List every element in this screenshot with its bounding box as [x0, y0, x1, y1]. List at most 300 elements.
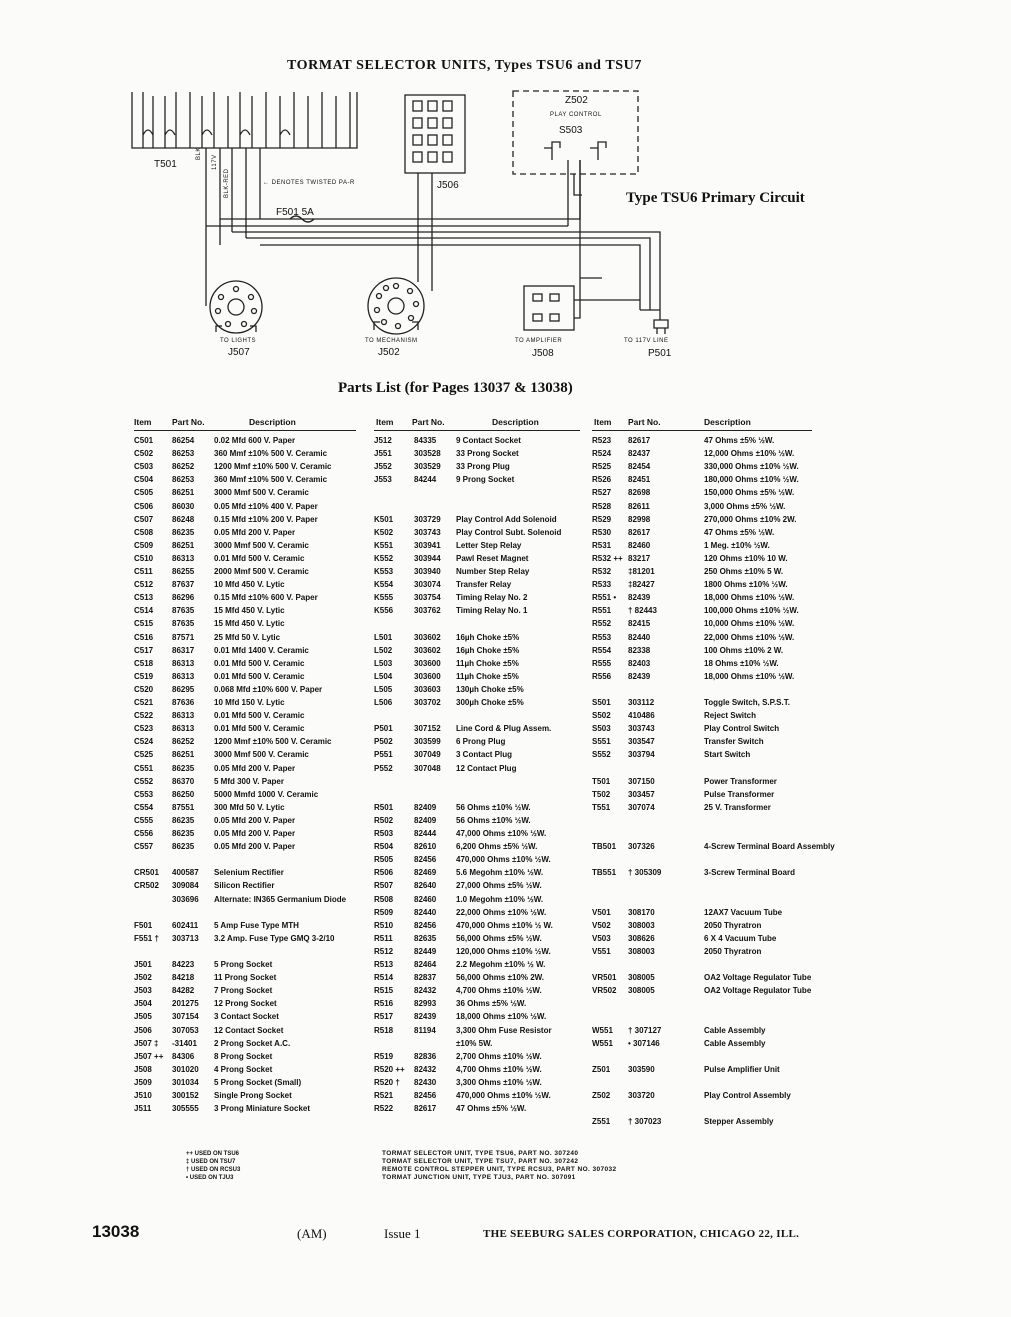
footer-company: THE SEEBURG SALES CORPORATION, CHICAGO 22, ILL. [483, 1228, 800, 1240]
part-no-cell: 309084 [172, 881, 199, 891]
item-cell: CR501 [134, 868, 159, 878]
part-no-cell: 308005 [628, 986, 655, 996]
part-no-cell: 82440 [628, 632, 651, 642]
table-row [592, 515, 817, 528]
part-no-cell: 87551 [172, 802, 195, 812]
item-cell: W551 [592, 1038, 613, 1048]
part-no-cell: 82451 [628, 475, 651, 485]
description-cell: 4 Prong Socket [214, 1064, 273, 1074]
item-cell: J551 [374, 449, 392, 459]
description-cell: 5000 Mmfd 1000 V. Ceramic [214, 789, 319, 799]
part-no-cell: 86250 [172, 789, 195, 799]
table-row [592, 1065, 817, 1078]
table-row [592, 1104, 817, 1117]
part-no-cell: 82617 [628, 436, 651, 445]
item-cell: C508 [134, 527, 154, 537]
table-row [374, 567, 584, 580]
description-cell: 47,000 Ohms ±10% ½W. [456, 829, 547, 838]
page-number: 13038 [92, 1222, 140, 1241]
part-no-cell: 82415 [628, 619, 651, 629]
description-cell: OA2 Voltage Regulator Tube [704, 973, 812, 983]
table-row [592, 1039, 817, 1052]
item-cell: C523 [134, 724, 154, 734]
table-row [374, 947, 584, 960]
item-cell: C502 [134, 449, 154, 459]
part-no-cell: 82439 [628, 593, 651, 603]
item-cell: R556 [592, 671, 612, 681]
description-cell: 47 Ohms ±5% ½W. [704, 527, 775, 537]
table-row [134, 1104, 364, 1117]
item-cell: V501 [592, 907, 611, 917]
table-row [374, 908, 584, 921]
table-row [134, 1065, 364, 1078]
part-no-cell: 87635 [172, 606, 195, 616]
table-row [134, 790, 364, 803]
table-row [374, 960, 584, 973]
table-row [134, 619, 364, 632]
table-row [374, 1052, 584, 1065]
item-cell: R520 ++ [374, 1064, 405, 1074]
item-cell: C514 [134, 606, 154, 616]
part-no-cell: † 307023 [628, 1117, 662, 1127]
item-cell: C552 [134, 776, 154, 786]
table-row [374, 646, 584, 659]
table-row [134, 1026, 364, 1039]
item-cell: R523 [592, 436, 612, 445]
item-cell: R521 [374, 1091, 394, 1100]
item-cell: R528 [592, 501, 612, 511]
item-cell: R504 [374, 842, 394, 852]
description-cell: 25 V. Transformer [704, 802, 771, 812]
item-cell: R512 [374, 946, 394, 956]
part-no-cell: 84306 [172, 1051, 195, 1061]
part-no-cell: 303794 [628, 750, 655, 760]
table-row [374, 528, 584, 541]
footer-am: (AM) [297, 1226, 327, 1241]
description-cell: 16µh Choke ±5% [456, 632, 520, 642]
table-row [592, 986, 817, 999]
item-cell: K555 [374, 593, 394, 603]
parts-list-title: Parts List (for Pages 13037 & 13038) [338, 380, 573, 396]
table-row [134, 868, 364, 881]
item-cell: R520 † [374, 1077, 400, 1087]
item-cell: S552 [592, 750, 611, 760]
part-no-cell: 84282 [172, 986, 195, 996]
table-row [592, 855, 817, 868]
t501-label: T501 [154, 159, 177, 170]
item-cell: W551 [592, 1025, 613, 1035]
part-no-cell: 303696 [172, 894, 199, 904]
item-cell: Z551 [592, 1117, 611, 1127]
table-row [374, 737, 584, 750]
description-cell: 1200 Mmf ±10% 500 V. Ceramic [214, 737, 332, 747]
unit-part-numbers: TORMAT SELECTOR UNIT, TYPE TSU6, PART NO. 307240 TORMAT SELECTOR UNIT, TYPE TSU7, PART NO. 307242 REMOTE CONTROL STEPPER UNIT, TYPE RCSU3, PART NO. 307032 TORMAT JUNCTION UNIT, TYPE TJU3, PART NO. 307091 [382, 1150, 617, 1181]
table-row [374, 436, 584, 449]
item-cell: P502 [374, 737, 393, 747]
table-row [592, 541, 817, 554]
part-no-cell: 86252 [172, 737, 195, 747]
table-row [374, 633, 584, 646]
column-header-1 [134, 416, 356, 431]
description-cell: 150,000 Ohms ±5% ½W. [704, 488, 795, 498]
item-cell: C501 [134, 436, 154, 445]
table-row [134, 908, 364, 921]
part-no-cell: 303944 [414, 553, 441, 563]
description-cell: 100 Ohms ±10% 2 W. [704, 645, 784, 655]
table-row [592, 829, 817, 842]
header-item: Item [594, 417, 612, 427]
description-cell: 2,700 Ohms ±10% ½W. [456, 1051, 542, 1061]
item-cell: R526 [592, 475, 612, 485]
part-no-cell: 308005 [628, 973, 655, 983]
table-row [374, 934, 584, 947]
item-cell: R511 [374, 933, 393, 943]
part-no-cell: 82460 [414, 894, 437, 904]
item-cell: S501 [592, 698, 611, 707]
description-cell: 5 Mfd 300 V. Paper [214, 776, 284, 786]
description-cell: Cable Assembly [704, 1025, 766, 1035]
description-cell: 12 Contact Socket [214, 1025, 284, 1035]
description-cell: 0.01 Mfd 500 V. Ceramic [214, 553, 305, 563]
part-no-cell: 307049 [414, 750, 441, 760]
j508-label: J508 [532, 348, 554, 359]
description-cell: 1200 Mmf ±10% 500 V. Ceramic [214, 462, 332, 472]
part-no-cell: 86313 [172, 724, 195, 734]
description-cell: 0.01 Mfd 1400 V. Ceramic [214, 645, 309, 655]
item-cell: C511 [134, 567, 153, 576]
item-cell: C554 [134, 802, 154, 812]
j507-label: J507 [228, 347, 250, 358]
description-cell: 3,000 Ohms ±5% ½W. [704, 501, 786, 511]
description-cell: 18,000 Ohms ±10% ½W. [704, 593, 795, 603]
part-no-cell: 82440 [414, 907, 437, 917]
description-cell: 330,000 Ohms ±10% ½W. [704, 462, 799, 472]
item-cell: R509 [374, 907, 394, 917]
item-cell: K552 [374, 553, 394, 563]
description-cell: 4,700 Ohms ±10% ½W. [456, 1064, 542, 1074]
table-row [592, 1078, 817, 1091]
item-cell: K556 [374, 606, 394, 616]
table-row [134, 488, 364, 501]
item-cell: Z501 [592, 1064, 611, 1074]
part-no-cell: 82617 [628, 527, 651, 537]
table-row [374, 921, 584, 934]
item-cell: J509 [134, 1077, 152, 1087]
table-row [592, 567, 817, 580]
description-cell: 0.01 Mfd 500 V. Ceramic [214, 671, 305, 681]
part-no-cell: 82456 [414, 1091, 437, 1100]
table-row [592, 580, 817, 593]
table-row [374, 986, 584, 999]
f501-label: F501 5A [276, 207, 314, 218]
part-no-cell: 303457 [628, 789, 655, 799]
item-cell: R522 [374, 1104, 394, 1114]
part-no-cell: 86370 [172, 776, 195, 786]
part-no-cell: 86253 [172, 449, 195, 459]
table-row [592, 685, 817, 698]
description-cell: 3000 Mmf 500 V. Ceramic [214, 540, 309, 550]
description-cell: 0.068 Mfd ±10% 600 V. Paper [214, 684, 323, 694]
item-cell: C519 [134, 671, 154, 681]
item-cell: C556 [134, 829, 154, 838]
description-cell: Alternate: IN365 Germanium Diode [214, 894, 347, 904]
part-no-cell: 82998 [628, 514, 651, 524]
table-row [134, 777, 364, 790]
table-row [592, 881, 817, 894]
table-row [592, 1091, 817, 1104]
part-no-cell: 308626 [628, 933, 655, 943]
table-row [374, 750, 584, 763]
description-cell: 130µh Choke ±5% [456, 684, 524, 694]
item-cell: R505 [374, 855, 394, 865]
description-cell: Play Control Subt. Solenoid [456, 527, 562, 537]
table-row [374, 829, 584, 842]
item-cell: R524 [592, 449, 612, 459]
description-cell: 1800 Ohms ±10% ½W. [704, 580, 788, 590]
part-no-cell: 303602 [414, 632, 441, 642]
description-cell: 0.15 Mfd ±10% 600 V. Paper [214, 593, 318, 603]
description-cell: 1.0 Megohm ±10% ½W. [456, 894, 544, 904]
part-no-cell: 82409 [414, 815, 437, 825]
part-no-cell: 307074 [628, 802, 655, 812]
table-row [134, 750, 364, 763]
description-cell: 16µh Choke ±5% [456, 645, 520, 655]
description-cell: 0.01 Mfd 500 V. Ceramic [214, 711, 305, 721]
item-cell: F551 † [134, 933, 159, 943]
table-row [134, 711, 364, 724]
description-cell: 2050 Thyratron [704, 920, 762, 930]
table-row [592, 475, 817, 488]
table-row [374, 1078, 584, 1091]
table-row [374, 541, 584, 554]
document-title: TORMAT SELECTOR UNITS, Types TSU6 and TSU7 [287, 58, 642, 73]
part-no-cell: 82610 [414, 842, 437, 852]
description-cell: 470,000 Ohms ±10% ½W. [456, 855, 551, 865]
description-cell: Single Prong Socket [214, 1091, 292, 1100]
part-no-cell: 86317 [172, 645, 195, 655]
table-row [134, 724, 364, 737]
table-row [374, 1104, 584, 1117]
part-no-cell: 410486 [628, 711, 655, 721]
item-cell: C516 [134, 632, 154, 642]
description-cell: 27,000 Ohms ±5% ½W. [456, 881, 542, 891]
part-no-cell: † 307127 [628, 1025, 662, 1035]
p501-label: P501 [648, 348, 672, 359]
part-no-cell: ‡81201 [628, 567, 655, 576]
part-no-cell: 303729 [414, 514, 441, 524]
description-cell: 100,000 Ohms ±10% ½W. [704, 606, 799, 616]
table-row [592, 1052, 817, 1065]
item-cell: R525 [592, 462, 612, 472]
circuit-title: Type TSU6 Primary Circuit [626, 190, 805, 206]
parts-column-2 [374, 436, 584, 1136]
item-cell: L501 [374, 632, 393, 642]
item-cell: J502 [134, 973, 152, 983]
description-cell: 12AX7 Vacuum Tube [704, 907, 783, 917]
part-no-cell: 87636 [172, 698, 195, 707]
description-cell: 2000 Mmf 500 V. Ceramic [214, 567, 309, 576]
item-cell: VR502 [592, 986, 617, 996]
description-cell: 2.2 Megohm ±10% ½ W. [456, 960, 546, 969]
item-cell: C518 [134, 658, 154, 668]
item-cell: R513 [374, 960, 394, 969]
table-row [134, 816, 364, 829]
description-cell: 470,000 Ohms ±10% ½W. [456, 1091, 551, 1100]
parts-column-3 [592, 436, 835, 1136]
table-row [374, 619, 584, 632]
table-row [134, 672, 364, 685]
table-row [374, 803, 584, 816]
table-row [134, 947, 364, 960]
description-cell: 22,000 Ohms ±10% ½W. [704, 632, 795, 642]
part-no-cell: 82993 [414, 999, 437, 1009]
item-cell: R530 [592, 527, 612, 537]
item-cell: R552 [592, 619, 612, 629]
part-no-cell: 82464 [414, 960, 437, 969]
part-no-cell: 86313 [172, 553, 195, 563]
description-cell: 3.2 Amp. Fuse Type GMQ 3-2/10 [214, 933, 335, 943]
part-no-cell: 82409 [414, 802, 437, 812]
table-row [592, 449, 817, 462]
table-row [592, 973, 817, 986]
description-cell: Selenium Rectifier [214, 868, 284, 878]
description-cell: 6 X 4 Vacuum Tube [704, 933, 777, 943]
description-cell: 120,000 Ohms ±10% ½W. [456, 946, 551, 956]
schematic-diagram [0, 0, 1011, 380]
part-no-cell: 82456 [414, 920, 437, 930]
item-cell: CR502 [134, 881, 159, 891]
table-row [592, 488, 817, 501]
table-row [134, 554, 364, 567]
part-no-cell: 82444 [414, 829, 437, 838]
parts-column-1 [134, 436, 364, 1136]
item-cell: R551 [592, 606, 612, 616]
table-row [592, 895, 817, 908]
table-row [134, 580, 364, 593]
table-row [592, 1026, 817, 1039]
part-no-cell: 82437 [628, 449, 651, 459]
description-cell: Silicon Rectifier [214, 881, 275, 891]
table-row [134, 567, 364, 580]
description-cell: 0.05 Mfd ±10% 400 V. Paper [214, 501, 318, 511]
table-row [374, 554, 584, 567]
item-cell: S502 [592, 711, 611, 721]
table-row [592, 659, 817, 672]
part-no-cell: 82836 [414, 1051, 437, 1061]
part-no-cell: 308003 [628, 920, 655, 930]
table-row [134, 502, 364, 515]
item-cell: C524 [134, 737, 154, 747]
to-amplifier-label: TO AMPLIFIER [515, 338, 563, 344]
description-cell: 47 Ohms ±5% ½W. [704, 436, 775, 445]
item-cell: R501 [374, 802, 394, 812]
description-cell: 7 Prong Socket [214, 986, 273, 996]
table-row [592, 803, 817, 816]
item-cell: TB551 [592, 868, 617, 878]
item-cell: R519 [374, 1051, 394, 1061]
description-cell: 3,300 Ohms ±10% ½W. [456, 1077, 542, 1087]
item-cell: R516 [374, 999, 394, 1009]
part-no-cell: 602411 [172, 920, 199, 930]
description-cell: OA2 Voltage Regulator Tube [704, 986, 812, 996]
part-no-cell: 307053 [172, 1025, 199, 1035]
part-no-cell: 308003 [628, 946, 655, 956]
description-cell: 0.01 Mfd 500 V. Ceramic [214, 658, 305, 668]
part-no-cell: 86255 [172, 567, 195, 576]
item-cell: C513 [134, 593, 154, 603]
item-cell: P551 [374, 750, 393, 760]
table-row [592, 947, 817, 960]
table-row [134, 1091, 364, 1104]
table-row [374, 790, 584, 803]
item-cell: T502 [592, 789, 611, 799]
item-cell: R502 [374, 815, 394, 825]
part-no-cell: 82617 [414, 1104, 437, 1114]
description-cell: Pulse Amplifier Unit [704, 1064, 780, 1074]
table-row [592, 619, 817, 632]
item-cell: R514 [374, 973, 394, 983]
table-row [134, 436, 364, 449]
table-row [592, 921, 817, 934]
item-cell: R532 ++ [592, 553, 623, 563]
part-no-cell: 303547 [628, 737, 655, 747]
item-cell: K554 [374, 580, 394, 590]
table-row [134, 646, 364, 659]
description-cell: 120 Ohms ±10% 10 W. [704, 553, 788, 563]
description-cell: Start Switch [704, 750, 751, 760]
description-cell: Pulse Transformer [704, 789, 775, 799]
table-row [374, 659, 584, 672]
header-description: Description [704, 417, 751, 427]
item-cell: C509 [134, 540, 154, 550]
item-cell: V551 [592, 946, 611, 956]
table-row [374, 855, 584, 868]
table-row [134, 764, 364, 777]
description-cell: 1 Meg. ±10% ½W. [704, 540, 770, 550]
s503-label: S503 [559, 125, 583, 136]
item-cell: R532 [592, 567, 612, 576]
item-cell: R510 [374, 920, 394, 930]
description-cell: 360 Mmf ±10% 500 V. Ceramic [214, 475, 328, 485]
header-description: Description [492, 417, 539, 427]
footer-issue: Issue 1 [384, 1226, 421, 1241]
item-cell: C506 [134, 501, 154, 511]
description-cell: 4-Screw Terminal Board Assembly [704, 842, 835, 852]
part-no-cell: 201275 [172, 999, 199, 1009]
description-cell: 25 Mfd 50 V. Lytic [214, 632, 281, 642]
description-cell: 33 Prong Socket [456, 449, 519, 459]
description-cell: 4,700 Ohms ±10% ½W. [456, 986, 542, 996]
description-cell: 2 Prong Socket A.C. [214, 1038, 291, 1048]
part-no-cell: 303590 [628, 1064, 655, 1074]
table-row [592, 502, 817, 515]
header-part-no: Part No. [412, 417, 445, 427]
part-no-cell: • 307146 [628, 1038, 660, 1048]
table-row [592, 528, 817, 541]
description-cell: Transfer Relay [456, 580, 512, 590]
z502-label: Z502 [565, 95, 588, 106]
item-cell: J507 ++ [134, 1051, 164, 1061]
part-no-cell: 303074 [414, 580, 441, 590]
description-cell: 8 Prong Socket [214, 1051, 273, 1061]
item-cell: R517 [374, 1012, 394, 1022]
item-cell: R551 • [592, 593, 617, 603]
part-no-cell: 303702 [414, 698, 441, 707]
part-no-cell: 301020 [172, 1064, 199, 1074]
table-row [592, 606, 817, 619]
part-no-cell: 81194 [414, 1025, 436, 1035]
part-no-cell: 307154 [172, 1012, 199, 1022]
